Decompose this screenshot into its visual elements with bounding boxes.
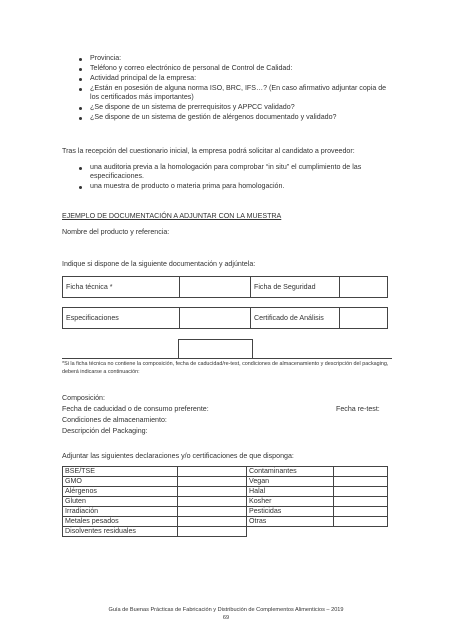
- doc-check-ficha-seguridad[interactable]: [340, 277, 388, 298]
- list-item: Teléfono y correo electrónico de personal de Control de Calidad:: [76, 64, 389, 73]
- cert-label: Vegan: [247, 477, 334, 487]
- doc-cell-especificaciones: Especificaciones: [63, 308, 180, 329]
- cert-label: Gluten: [63, 497, 178, 507]
- cert-label: Pesticidas: [247, 507, 334, 517]
- declarations-instruction: Adjuntar las siguientes declaraciones y/o certificaciones de que disponga:: [62, 452, 294, 460]
- table-row: [63, 477, 388, 487]
- cert-check[interactable]: [334, 517, 388, 527]
- cert-empty: [247, 527, 334, 537]
- page-number: 69: [222, 615, 230, 621]
- certifications-table: [62, 466, 388, 537]
- list-item: una auditoria previa a la homologación para comprobar “in situ” el cumplimiento de las especificaciones.: [76, 163, 389, 181]
- cert-check[interactable]: [178, 527, 247, 537]
- cert-check[interactable]: [334, 467, 388, 477]
- list-item: ¿Se dispone de un sistema de gestión de alérgenos documentado y validado?: [76, 113, 389, 122]
- cert-check[interactable]: [334, 497, 388, 507]
- cert-label: Irradiación: [63, 507, 178, 517]
- cert-check[interactable]: [178, 487, 247, 497]
- documentation-instruction: Indique si dispone de la siguiente documentación y adjúntela:: [62, 260, 256, 268]
- doc-cell-certificado-analisis: Certificado de Análisis: [251, 308, 340, 329]
- cert-check[interactable]: [334, 477, 388, 487]
- doc-cell-ficha-seguridad: Ficha de Seguridad: [251, 277, 340, 298]
- cert-label: Alérgenos: [63, 487, 178, 497]
- list-item: ¿Se dispone de un sistema de prerrequisitos y APPCC validado?: [76, 103, 389, 112]
- table-row: [63, 507, 388, 517]
- cert-check[interactable]: [334, 507, 388, 517]
- cert-label: GMO: [63, 477, 178, 487]
- table-row: [63, 517, 388, 527]
- storage-label: Condiciones de almacenamiento:: [62, 416, 167, 424]
- cert-label: Disolventes residuales: [63, 527, 178, 537]
- table-row: [63, 497, 388, 507]
- doc-check-especificaciones[interactable]: [180, 308, 251, 329]
- cert-label: Contaminantes: [247, 467, 334, 477]
- cert-label: Halal: [247, 487, 334, 497]
- documentation-table: [62, 276, 388, 298]
- packaging-label: Descripción del Packaging:: [62, 427, 148, 435]
- cert-check[interactable]: [334, 487, 388, 497]
- table-row: [63, 308, 388, 329]
- list-item: ¿Están en posesión de alguna norma ISO, BRC, IFS…? (En caso afirmativo adjuntar copia de los certificados más importantes): [76, 84, 389, 102]
- doc-check-certificado-analisis[interactable]: [340, 308, 388, 329]
- documentation-table-2: [62, 307, 388, 329]
- section-title: EJEMPLO DE DOCUMENTACIÓN A ADJUNTAR CON LA MUESTRA: [62, 212, 282, 220]
- cert-check[interactable]: [178, 477, 247, 487]
- footnote-check-box[interactable]: [178, 339, 253, 359]
- cert-empty: [334, 527, 388, 537]
- cert-check[interactable]: [178, 507, 247, 517]
- table-row: [63, 467, 388, 477]
- doc-check-ficha-tecnica[interactable]: [180, 277, 251, 298]
- cert-check[interactable]: [178, 467, 247, 477]
- list-item: Actividad principal de la empresa:: [76, 74, 389, 83]
- cert-check[interactable]: [178, 517, 247, 527]
- composition-label: Composición:: [62, 394, 105, 402]
- table-row: [63, 277, 388, 298]
- product-name-label: Nombre del producto y referencia:: [62, 228, 170, 236]
- retest-label: Fecha re-test:: [336, 405, 380, 413]
- expiry-label: Fecha de caducidad o de consumo preferente:: [62, 405, 209, 413]
- table-row: [63, 487, 388, 497]
- cert-label: Otras: [247, 517, 334, 527]
- page-footer: Guía de Buenas Prácticas de Fabricación y Distribución de Complementos Alimenticios – 2019: [108, 607, 344, 613]
- list-item: Provincia:: [76, 54, 389, 63]
- cert-label: BSE/TSE: [63, 467, 178, 477]
- table-row: [63, 527, 388, 537]
- technical-sheet-footnote: *Si la ficha técnica no contiene la composición, fecha de caducidad/re-test, condiciones de almacenamiento y descripción del packaging, deberá indicarse a continuación:: [62, 358, 392, 376]
- doc-cell-ficha-tecnica: Ficha técnica *: [63, 277, 180, 298]
- audit-intro: Tras la recepción del cuestionario inicial, la empresa podrá solicitar al candidato a proveedor:: [62, 147, 355, 155]
- supplier-request-list: [76, 163, 389, 191]
- cert-label: Kosher: [247, 497, 334, 507]
- list-item: una muestra de producto o materia prima para homologación.: [76, 182, 389, 191]
- company-questions-list: [76, 54, 389, 122]
- cert-check[interactable]: [178, 497, 247, 507]
- cert-label: Metales pesados: [63, 517, 178, 527]
